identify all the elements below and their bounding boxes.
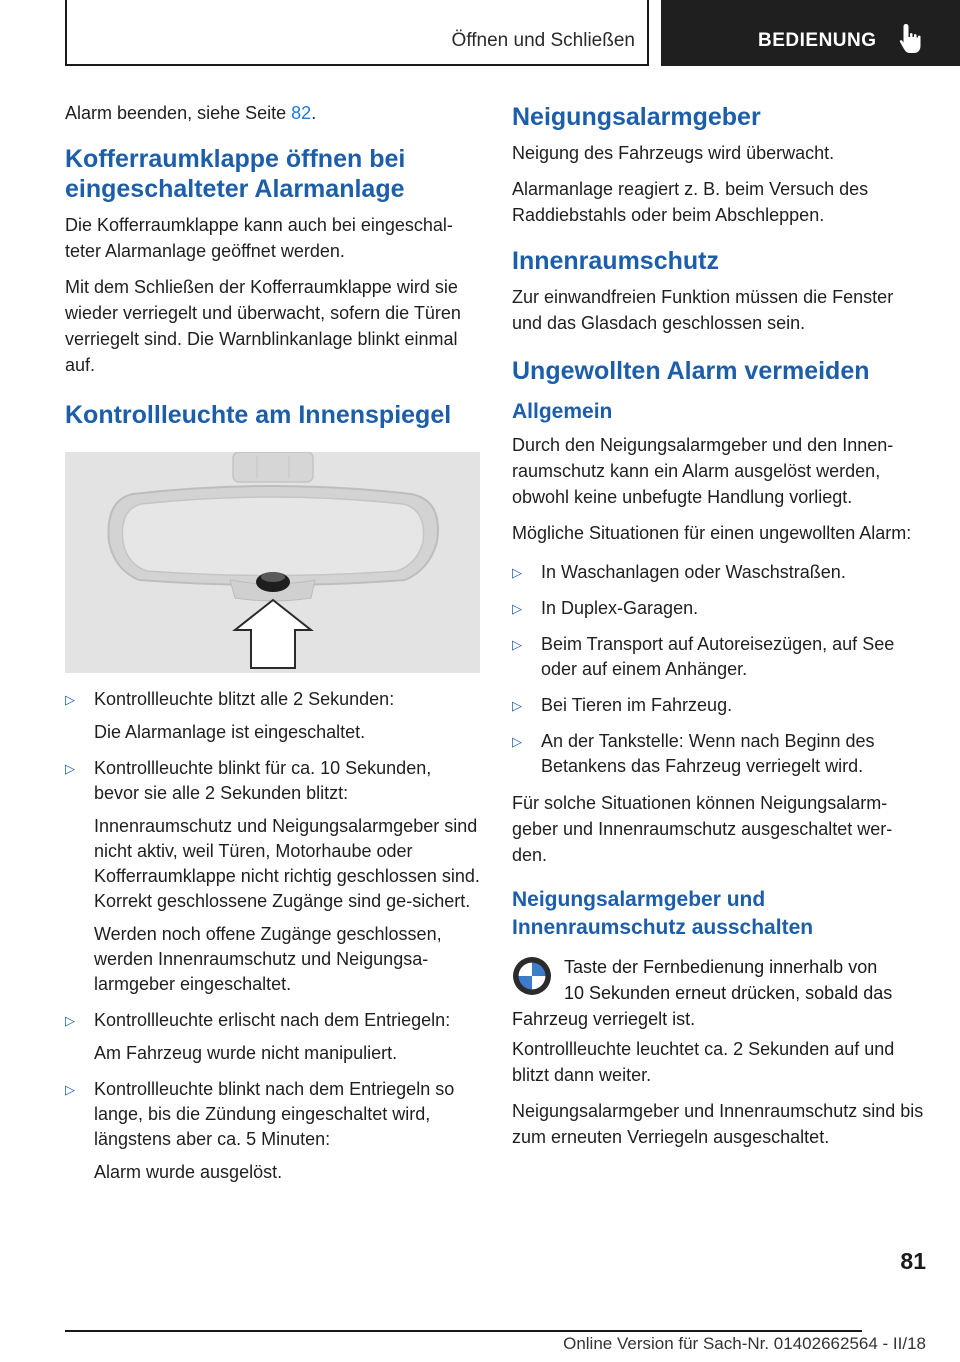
triangle-bullet-icon: ▷ — [512, 565, 522, 580]
page-reference-link[interactable]: 82 — [291, 103, 312, 123]
list-item — [65, 687, 480, 745]
list-item — [512, 560, 927, 585]
list-item — [512, 596, 927, 621]
heading-general: Allgemein — [512, 400, 613, 423]
heading-tilt-sensor: Neigungsalarmgeber — [512, 103, 761, 131]
general-paragraph-1: Durch den Neigungsalarmgeber und den Innen-raumschutz kann ein Alarm ausgelöst werden, obwohl keine unbefugte Handlung vorliegt. — [512, 435, 894, 507]
list-item-text: Beim Transport auf Autoreisezügen, auf See oder auf einem Anhänger. — [541, 634, 895, 679]
triangle-bullet-icon: ▷ — [65, 1013, 75, 1028]
instruction-line: 10 Sekunden erneut drücken, sobald das — [564, 983, 893, 1003]
list-item-text: Kontrollleuchte blinkt für ca. 10 Sekunden, bevor sie alle 2 Sekunden blitzt: — [94, 758, 432, 803]
list-item-text: Kontrollleuchte erlischt nach dem Entriegeln: — [94, 1010, 451, 1030]
heading-interior-protection: Innenraumschutz — [512, 247, 719, 275]
footer-divider — [65, 1330, 862, 1332]
triangle-bullet-icon: ▷ — [512, 637, 522, 652]
situations-list — [512, 560, 927, 779]
chapter-label: BEDIENUNG — [758, 30, 877, 51]
right-column — [512, 100, 927, 1160]
triangle-bullet-icon: ▷ — [512, 601, 522, 616]
section-title: Öffnen und Schließen — [451, 30, 635, 51]
list-item — [512, 693, 927, 718]
pointing-hand-icon — [897, 22, 929, 56]
interior-paragraph: Zur einwandfreien Funktion müssen die Fenster und das Glasdach geschlossen sein. — [512, 287, 894, 333]
triangle-bullet-icon: ▷ — [65, 692, 75, 707]
list-item-subtext: Werden noch offene Zugänge geschlossen, werden Innenraumschutz und Neigungsa-larmgeber eingeschaltet. — [94, 924, 442, 994]
triangle-bullet-icon: ▷ — [512, 734, 522, 749]
header-chapter-box — [661, 0, 960, 66]
list-item-text: In Duplex-Garagen. — [541, 598, 699, 618]
tilt-paragraph-2: Alarmanlage reagiert z. B. beim Versuch des Raddiebstahls oder beim Abschleppen. — [512, 179, 869, 225]
interior-mirror-illustration — [65, 452, 480, 673]
trunk-paragraph-1: Die Kofferraumklappe kann auch bei eingeschal-teter Alarmanlage geöffnet werden. — [65, 215, 453, 261]
list-item-text: An der Tankstelle: Wenn nach Beginn des Betankens das Fahrzeug verriegelt wird. — [541, 731, 875, 776]
intro-end: . — [311, 103, 317, 123]
list-item-subtext: Alarm wurde ausgelöst. — [94, 1162, 283, 1182]
instruction-line: Fahrzeug verriegelt ist. — [512, 1009, 696, 1029]
list-item — [65, 1077, 480, 1185]
switch-paragraph-2: Kontrollleuchte leuchtet ca. 2 Sekunden auf und blitzt dann weiter. — [512, 1039, 895, 1085]
heading-switch-off: Neigungsalarmgeber und Innenraumschutz ausschalten — [512, 888, 814, 939]
bmw-remote-key-icon — [512, 956, 552, 996]
online-version-note: Online Version für Sach-Nr. 01402662564 - II/18 — [563, 1334, 926, 1353]
list-item-text: Bei Tieren im Fahrzeug. — [541, 695, 733, 715]
instruction-line: Taste der Fernbedienung innerhalb von — [564, 957, 878, 977]
tilt-paragraph-1: Neigung des Fahrzeugs wird überwacht. — [512, 143, 835, 163]
switch-paragraph-3: Neigungsalarmgeber und Innenraumschutz sind bis zum erneuten Verriegeln ausgeschaltet. — [512, 1101, 924, 1147]
general-paragraph-2: Mögliche Situationen für einen ungewollten Alarm: — [512, 523, 912, 543]
remote-key-instruction — [512, 954, 927, 1032]
heading-trunk: Kofferraumklappe öffnen bei eingeschalteter Alarmanlage — [65, 145, 406, 203]
list-item-text: In Waschanlagen oder Waschstraßen. — [541, 562, 846, 582]
header-section-box — [65, 0, 649, 66]
triangle-bullet-icon: ▷ — [512, 698, 522, 713]
left-column — [65, 100, 480, 1196]
list-item — [512, 729, 927, 779]
page-number: 81 — [900, 1248, 926, 1274]
situations-after-paragraph: Für solche Situationen können Neigungsalarm-geber und Innenraumschutz ausgeschaltet wer-den. — [512, 793, 893, 865]
heading-indicator: Kontrollleuchte am Innenspiegel — [65, 401, 452, 429]
indicator-list — [65, 687, 480, 1185]
list-item — [65, 1008, 480, 1066]
triangle-bullet-icon: ▷ — [65, 761, 75, 776]
intro-paragraph — [65, 100, 480, 126]
triangle-bullet-icon: ▷ — [65, 1082, 75, 1097]
list-item — [512, 632, 927, 682]
list-item-text: Kontrollleuchte blinkt nach dem Entriegeln so lange, bis die Zündung eingeschaltet wird, längstens aber ca. 5 Minuten: — [94, 1079, 455, 1149]
list-item-subtext: Die Alarmanlage ist eingeschaltet. — [94, 722, 366, 742]
mirror-drawing — [65, 452, 480, 673]
trunk-paragraph-2: Mit dem Schließen der Kofferraumklappe wird sie wieder verriegelt und überwacht, sofern die Türen verriegelt sind. Die Warnblinkanlage blinkt einmal auf. — [65, 277, 461, 375]
list-item-text: Kontrollleuchte blitzt alle 2 Sekunden: — [94, 689, 395, 709]
list-item-subtext: Innenraumschutz und Neigungsalarmgeber sind nicht aktiv, weil Türen, Motorhaube oder Kofferraumklappe nicht richtig geschlossen sind. Korrekt geschlossene Zugänge sind ge-sichert. — [94, 816, 480, 911]
heading-avoid-alarm: Ungewollten Alarm vermeiden — [512, 357, 870, 385]
list-item — [65, 756, 480, 997]
list-item-subtext: Am Fahrzeug wurde nicht manipuliert. — [94, 1043, 398, 1063]
intro-text: Alarm beenden, siehe Seite — [65, 103, 292, 123]
